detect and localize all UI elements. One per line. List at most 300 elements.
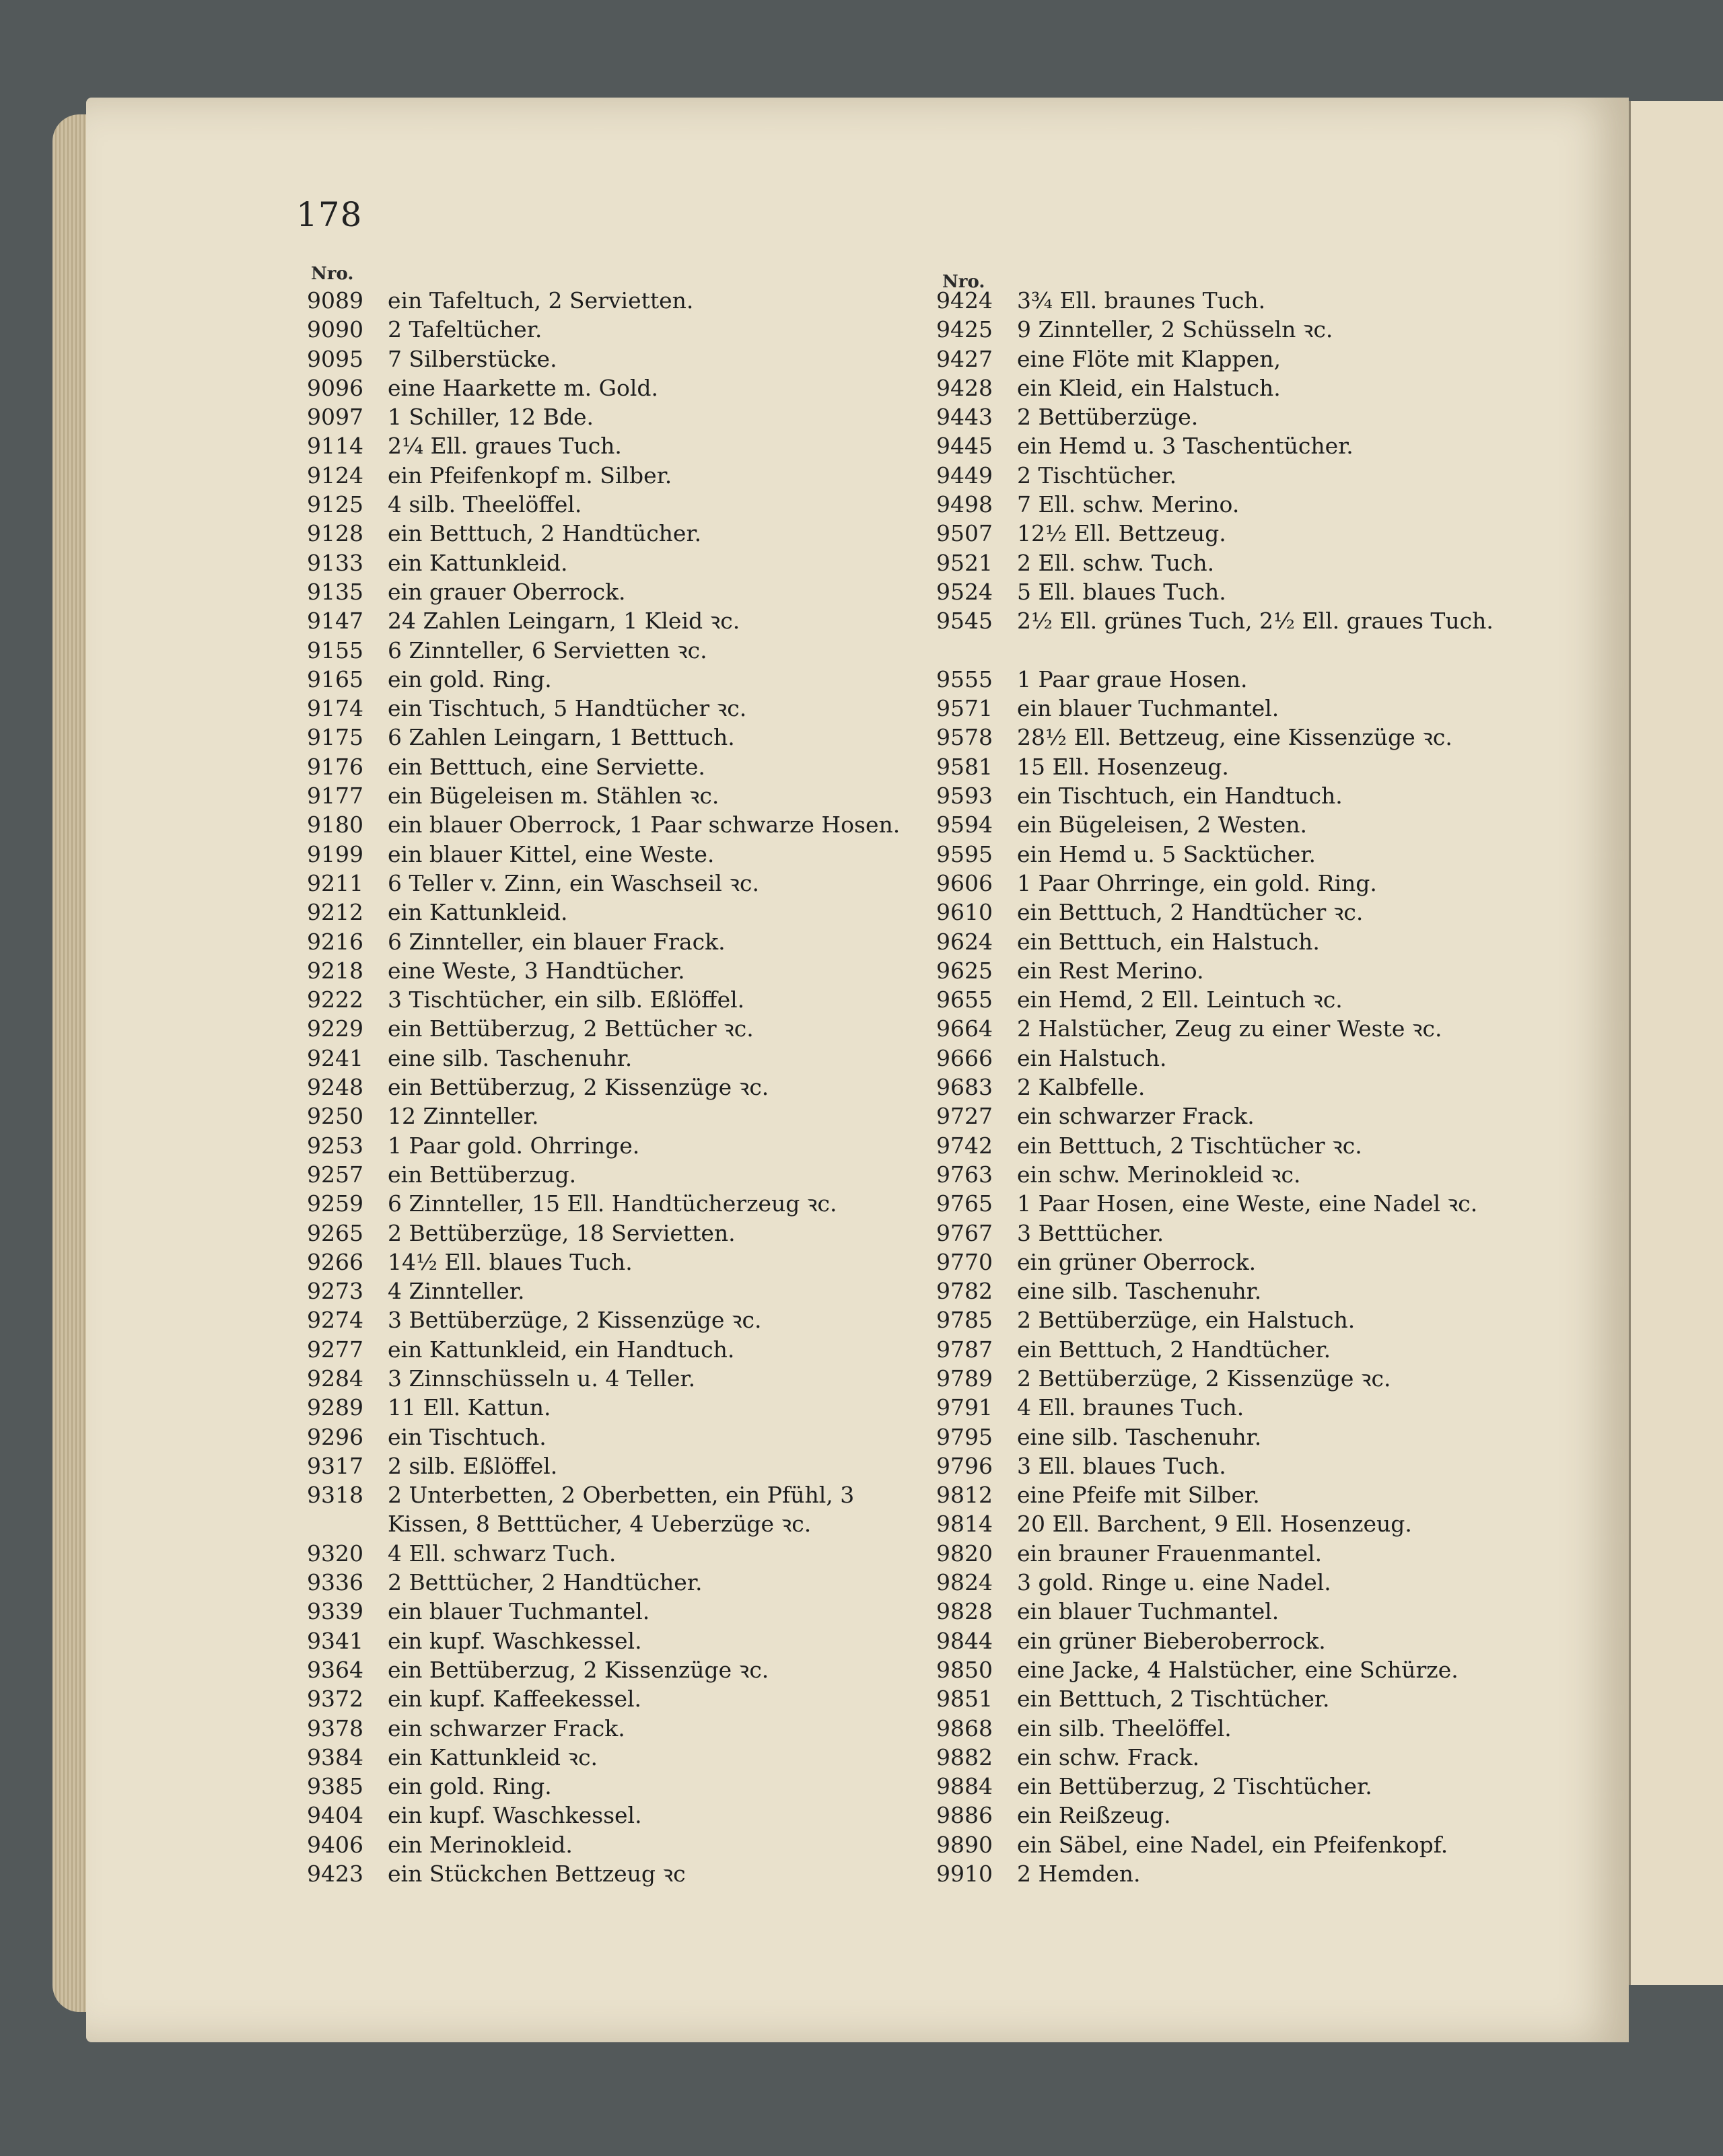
entry-description: ein blauer Kittel, eine Weste. bbox=[388, 840, 715, 867]
entry-number: 9406 bbox=[307, 1831, 363, 1858]
entry-number: 9606 bbox=[936, 869, 993, 896]
list-item bbox=[269, 869, 909, 898]
entry-number: 9765 bbox=[936, 1190, 993, 1217]
entry-description: 12 Zinnteller. bbox=[388, 1103, 539, 1130]
entry-number: 9114 bbox=[307, 433, 363, 460]
entry-number: 9090 bbox=[307, 316, 363, 343]
entry-number: 9655 bbox=[936, 986, 993, 1013]
entry-number: 9097 bbox=[307, 404, 363, 431]
list-item bbox=[269, 723, 909, 752]
entry-description: 2 Halstücher, Zeug zu einer Weste ꝛc. bbox=[1017, 1015, 1442, 1042]
entry-description: ein Reißzeug. bbox=[1017, 1802, 1171, 1829]
entry-description: ein Betttuch, 2 Tischtücher ꝛc. bbox=[1017, 1132, 1362, 1159]
list-item bbox=[269, 431, 909, 460]
entry-description: 3 gold. Ringe u. eine Nadel. bbox=[1017, 1569, 1331, 1596]
entry-number: 9427 bbox=[936, 345, 993, 372]
list-item bbox=[269, 636, 909, 665]
entry-number: 9318 bbox=[307, 1482, 363, 1509]
list-item bbox=[269, 1305, 909, 1334]
entry-number: 9372 bbox=[307, 1686, 363, 1713]
list-item bbox=[269, 1801, 909, 1830]
entry-description: 1 Paar gold. Ohrringe. bbox=[388, 1132, 640, 1159]
entry-number: 9445 bbox=[936, 433, 993, 460]
list-item bbox=[899, 345, 1545, 373]
entry-number: 9211 bbox=[307, 869, 363, 896]
entry-description: ein Kleid, ein Halstuch. bbox=[1017, 374, 1281, 401]
entry-number: 9796 bbox=[936, 1452, 993, 1479]
list-item bbox=[899, 1131, 1545, 1160]
entry-description: 1 Paar Hosen, eine Weste, eine Nadel ꝛc. bbox=[1017, 1190, 1478, 1217]
entry-description: 2 Bettüberzüge. bbox=[1017, 404, 1199, 431]
list-item bbox=[899, 402, 1545, 431]
list-item bbox=[899, 665, 1545, 694]
entry-number: 9795 bbox=[936, 1423, 993, 1450]
entry-number: 9742 bbox=[936, 1132, 993, 1159]
entry-description: 28½ Ell. Bettzeug, eine Kissenzüge ꝛc. bbox=[1017, 724, 1452, 751]
list-item bbox=[899, 1568, 1545, 1597]
entry-description: ein schw. Merinokleid ꝛc. bbox=[1017, 1161, 1301, 1188]
entry-number: 9124 bbox=[307, 462, 363, 489]
entry-number: 9165 bbox=[307, 666, 363, 692]
entry-description: 1 Paar graue Hosen. bbox=[1017, 666, 1248, 692]
list-item bbox=[269, 1480, 909, 1539]
entry-number: 9791 bbox=[936, 1394, 993, 1421]
list-item bbox=[899, 1859, 1545, 1888]
list-item bbox=[899, 1044, 1545, 1073]
list-item bbox=[899, 1684, 1545, 1713]
entry-description: 2 Hemden. bbox=[1017, 1861, 1141, 1888]
entry-description: 3¾ Ell. braunes Tuch. bbox=[1017, 287, 1266, 314]
entry-description: ein blauer Tuchmantel. bbox=[1017, 1598, 1279, 1625]
entry-description: ein Merinokleid. bbox=[388, 1831, 573, 1858]
entry-description: eine Flöte mit Klappen, bbox=[1017, 345, 1281, 372]
entry-number: 9787 bbox=[936, 1336, 993, 1363]
entry-number: 9910 bbox=[936, 1861, 993, 1888]
entry-number: 9850 bbox=[936, 1656, 993, 1683]
entry-number: 9767 bbox=[936, 1219, 993, 1246]
list-item bbox=[269, 577, 909, 606]
entry-description: eine silb. Taschenuhr. bbox=[388, 1044, 633, 1071]
entry-description: ein gold. Ring. bbox=[388, 1773, 552, 1800]
list-item bbox=[899, 490, 1545, 519]
entry-description: ein gold. Ring. bbox=[388, 666, 552, 692]
list-item bbox=[269, 1859, 909, 1888]
entry-number: 9336 bbox=[307, 1569, 363, 1596]
list-item bbox=[899, 752, 1545, 781]
list-item bbox=[899, 1743, 1545, 1772]
entry-number: 9180 bbox=[307, 812, 363, 838]
list-item bbox=[899, 781, 1545, 810]
entry-description: 2 Kalbfelle. bbox=[1017, 1074, 1146, 1101]
entry-description: ein schw. Frack. bbox=[1017, 1744, 1200, 1770]
entry-number: 9277 bbox=[307, 1336, 363, 1363]
entry-description: ein Betttuch, 2 Handtücher ꝛc. bbox=[1017, 899, 1364, 926]
entry-number: 9683 bbox=[936, 1074, 993, 1101]
entry-number: 9259 bbox=[307, 1190, 363, 1217]
entry-number: 9785 bbox=[936, 1307, 993, 1334]
entry-description: ein schwarzer Frack. bbox=[1017, 1103, 1255, 1130]
list-item bbox=[899, 1305, 1545, 1334]
entry-description: ein kupf. Waschkessel. bbox=[388, 1627, 642, 1654]
entry-number: 9095 bbox=[307, 345, 363, 372]
entry-description: 15 Ell. Hosenzeug. bbox=[1017, 753, 1229, 780]
entry-description: 1 Paar Ohrringe, ein gold. Ring. bbox=[1017, 869, 1377, 896]
entry-description: eine Jacke, 4 Halstücher, eine Schürze. bbox=[1017, 1656, 1458, 1683]
entry-number: 9581 bbox=[936, 753, 993, 780]
entry-number: 9176 bbox=[307, 753, 363, 780]
right-column bbox=[899, 286, 1545, 1888]
entry-number: 9578 bbox=[936, 724, 993, 751]
entry-number: 9789 bbox=[936, 1365, 993, 1392]
entry-number: 9610 bbox=[936, 899, 993, 926]
entry-description: 6 Teller v. Zinn, ein Waschseil ꝛc. bbox=[388, 869, 759, 896]
list-item bbox=[899, 1801, 1545, 1830]
list-item bbox=[269, 345, 909, 373]
list-item bbox=[899, 810, 1545, 839]
entry-number: 9257 bbox=[307, 1161, 363, 1188]
list-item bbox=[269, 927, 909, 956]
list-item bbox=[269, 519, 909, 548]
entry-description: ein Tischtuch, 5 Handtücher ꝛc. bbox=[388, 695, 747, 722]
entry-number: 9218 bbox=[307, 957, 363, 984]
entry-number: 9890 bbox=[936, 1831, 993, 1858]
list-item bbox=[899, 869, 1545, 898]
list-item bbox=[899, 1102, 1545, 1130]
list-item bbox=[899, 461, 1545, 490]
adjacent-page bbox=[1629, 101, 1723, 1985]
entry-number: 9296 bbox=[307, 1423, 363, 1450]
entry-description: eine silb. Taschenuhr. bbox=[1017, 1278, 1262, 1305]
list-item bbox=[269, 1335, 909, 1364]
entry-number: 9423 bbox=[307, 1861, 363, 1888]
entry-number: 9868 bbox=[936, 1715, 993, 1741]
entry-description: ein Pfeifenkopf m. Silber. bbox=[388, 462, 672, 489]
entry-number: 9273 bbox=[307, 1278, 363, 1305]
entry-number: 9248 bbox=[307, 1074, 363, 1101]
list-item bbox=[899, 723, 1545, 752]
entry-number: 9384 bbox=[307, 1744, 363, 1770]
entry-description: ein Bettüberzug, 2 Kissenzüge ꝛc. bbox=[388, 1656, 769, 1683]
list-item bbox=[269, 1131, 909, 1160]
entry-number: 9555 bbox=[936, 666, 993, 692]
entry-number: 9727 bbox=[936, 1103, 993, 1130]
list-item bbox=[899, 1277, 1545, 1305]
list-item bbox=[269, 1568, 909, 1597]
list-item bbox=[899, 1073, 1545, 1102]
list-item bbox=[899, 1364, 1545, 1393]
list-item bbox=[269, 1393, 909, 1422]
entry-number: 9135 bbox=[307, 578, 363, 605]
list-item bbox=[899, 1248, 1545, 1277]
list-item bbox=[269, 1626, 909, 1655]
entry-description: ein Betttuch, ein Halstuch. bbox=[1017, 928, 1320, 955]
entry-description: 5 Ell. blaues Tuch. bbox=[1017, 578, 1226, 605]
entry-description: 7 Silberstücke. bbox=[388, 345, 557, 372]
list-item bbox=[269, 1451, 909, 1480]
entry-description: 4 Ell. braunes Tuch. bbox=[1017, 1394, 1244, 1421]
list-item bbox=[899, 985, 1545, 1014]
list-item bbox=[269, 1597, 909, 1626]
list-item bbox=[269, 1014, 909, 1043]
entry-description: 2 Betttücher, 2 Handtücher. bbox=[388, 1569, 703, 1596]
entry-number: 9229 bbox=[307, 1015, 363, 1042]
entry-description: ein Bügeleisen m. Stählen ꝛc. bbox=[388, 783, 719, 810]
entry-description: 3 Tischtücher, ein silb. Eßlöffel. bbox=[388, 986, 745, 1013]
list-item bbox=[269, 1714, 909, 1743]
list-item bbox=[899, 286, 1545, 315]
list-item bbox=[269, 1364, 909, 1393]
entry-description: 14½ Ell. blaues Tuch. bbox=[388, 1248, 633, 1275]
entry-number: 9265 bbox=[307, 1219, 363, 1246]
entry-description: ein Kattunkleid ꝛc. bbox=[388, 1744, 598, 1770]
entry-description: ein Tischtuch. bbox=[388, 1423, 547, 1450]
list-item bbox=[269, 898, 909, 927]
entry-description: 20 Ell. Barchent, 9 Ell. Hosenzeug. bbox=[1017, 1511, 1412, 1538]
list-item bbox=[269, 1655, 909, 1684]
list-item bbox=[269, 752, 909, 781]
entry-number: 9812 bbox=[936, 1482, 993, 1509]
entry-description: ein blauer Oberrock, 1 Paar schwarze Hosen. bbox=[388, 812, 901, 838]
entry-description: ein schwarzer Frack. bbox=[388, 1715, 625, 1741]
entry-number: 9824 bbox=[936, 1569, 993, 1596]
list-item bbox=[899, 1335, 1545, 1364]
entry-number: 9782 bbox=[936, 1278, 993, 1305]
entry-number: 9241 bbox=[307, 1044, 363, 1071]
list-item bbox=[899, 1480, 1545, 1509]
entry-number: 9814 bbox=[936, 1511, 993, 1538]
list-item bbox=[899, 1714, 1545, 1743]
entry-number: 9125 bbox=[307, 491, 363, 518]
entry-description: ein Halstuch. bbox=[1017, 1044, 1167, 1071]
entry-number: 9364 bbox=[307, 1656, 363, 1683]
entry-description: 11 Ell. Kattun. bbox=[388, 1394, 551, 1421]
entry-description: ein Hemd, 2 Ell. Leintuch ꝛc. bbox=[1017, 986, 1343, 1013]
entry-number: 9594 bbox=[936, 812, 993, 838]
list-item bbox=[269, 840, 909, 869]
list-item bbox=[269, 373, 909, 402]
entry-number: 9174 bbox=[307, 695, 363, 722]
list-item bbox=[899, 1393, 1545, 1422]
page-number: 178 bbox=[296, 195, 363, 234]
list-item bbox=[899, 1451, 1545, 1480]
entry-description: ein Bettüberzug, 2 Bettücher ꝛc. bbox=[388, 1015, 754, 1042]
entry-description: 3 Bettüberzüge, 2 Kissenzüge ꝛc. bbox=[388, 1307, 762, 1334]
entry-number: 9828 bbox=[936, 1598, 993, 1625]
entry-number: 9593 bbox=[936, 783, 993, 810]
entry-number: 9199 bbox=[307, 840, 363, 867]
entry-number: 9664 bbox=[936, 1015, 993, 1042]
entry-description: 6 Zahlen Leingarn, 1 Betttuch. bbox=[388, 724, 735, 751]
list-item bbox=[899, 927, 1545, 956]
entry-number: 9320 bbox=[307, 1540, 363, 1567]
list-item bbox=[269, 1684, 909, 1713]
list-item bbox=[899, 577, 1545, 606]
list-item bbox=[899, 694, 1545, 723]
list-item bbox=[269, 1248, 909, 1277]
list-item bbox=[899, 1160, 1545, 1189]
entry-number: 9378 bbox=[307, 1715, 363, 1741]
entry-description: 2 Tischtücher. bbox=[1017, 462, 1177, 489]
entry-number: 9886 bbox=[936, 1802, 993, 1829]
list-item bbox=[269, 1102, 909, 1130]
entry-number: 9385 bbox=[307, 1773, 363, 1800]
list-item bbox=[269, 985, 909, 1014]
entry-description: ein kupf. Kaffeekessel. bbox=[388, 1686, 642, 1713]
list-item bbox=[269, 1539, 909, 1568]
list-item bbox=[899, 548, 1545, 577]
entry-number: 9341 bbox=[307, 1627, 363, 1654]
entry-number: 9424 bbox=[936, 287, 993, 314]
list-item bbox=[269, 694, 909, 723]
list-item bbox=[899, 840, 1545, 869]
entry-description: 12½ Ell. Bettzeug. bbox=[1017, 520, 1226, 547]
entry-description: ein Bettüberzug, 2 Tischtücher. bbox=[1017, 1773, 1372, 1800]
entry-description: 6 Zinnteller, 6 Servietten ꝛc. bbox=[388, 637, 707, 663]
entry-number: 9571 bbox=[936, 695, 993, 722]
entry-description: ein Hemd u. 3 Taschentücher. bbox=[1017, 433, 1353, 460]
entry-number: 9545 bbox=[936, 608, 993, 635]
list-item bbox=[899, 1655, 1545, 1684]
entry-description: 4 Zinnteller. bbox=[388, 1278, 525, 1305]
list-item bbox=[269, 1160, 909, 1189]
entry-number: 9096 bbox=[307, 374, 363, 401]
entry-description: ein Hemd u. 5 Sacktücher. bbox=[1017, 840, 1316, 867]
entry-description: ein Tafeltuch, 2 Servietten. bbox=[388, 287, 694, 314]
entry-description: ein Betttuch, eine Serviette. bbox=[388, 753, 705, 780]
list-item bbox=[269, 1219, 909, 1248]
list-item bbox=[899, 1539, 1545, 1568]
list-item bbox=[899, 1772, 1545, 1801]
entry-description: ein Betttuch, 2 Handtücher. bbox=[1017, 1336, 1331, 1363]
entry-description: ein grauer Oberrock. bbox=[388, 578, 626, 605]
entry-number: 9507 bbox=[936, 520, 993, 547]
list-item bbox=[269, 1189, 909, 1218]
entry-number: 9177 bbox=[307, 783, 363, 810]
entry-number: 9274 bbox=[307, 1307, 363, 1334]
entry-number: 9524 bbox=[936, 578, 993, 605]
entry-description: 3 Zinnschüsseln u. 4 Teller. bbox=[388, 1365, 696, 1392]
list-item bbox=[899, 1830, 1545, 1859]
entry-number: 9133 bbox=[307, 549, 363, 576]
entry-description: ein Kattunkleid. bbox=[388, 899, 568, 926]
entry-number: 9844 bbox=[936, 1627, 993, 1654]
list-item bbox=[899, 431, 1545, 460]
entry-description: ein Bettüberzug, 2 Kissenzüge ꝛc. bbox=[388, 1074, 769, 1101]
entry-description: 4 silb. Theelöffel. bbox=[388, 491, 582, 518]
list-item bbox=[899, 1626, 1545, 1655]
entry-number: 9147 bbox=[307, 608, 363, 635]
entry-number: 9175 bbox=[307, 724, 363, 751]
entry-number: 9128 bbox=[307, 520, 363, 547]
entry-number: 9404 bbox=[307, 1802, 363, 1829]
entry-description: 1 Schiller, 12 Bde. bbox=[388, 404, 594, 431]
list-item bbox=[269, 315, 909, 344]
entry-number: 9253 bbox=[307, 1132, 363, 1159]
nro-header-left: Nro. bbox=[311, 264, 354, 284]
list-item bbox=[899, 956, 1545, 985]
entry-description: ein Kattunkleid. bbox=[388, 549, 568, 576]
entry-number: 9770 bbox=[936, 1248, 993, 1275]
entry-number: 9266 bbox=[307, 1248, 363, 1275]
entry-number: 9498 bbox=[936, 491, 993, 518]
list-item bbox=[899, 373, 1545, 402]
entry-description: eine Weste, 3 Handtücher. bbox=[388, 957, 685, 984]
list-item bbox=[269, 1073, 909, 1102]
entry-number: 9284 bbox=[307, 1365, 363, 1392]
list-item bbox=[899, 1219, 1545, 1248]
entry-number: 9428 bbox=[936, 374, 993, 401]
entry-description: ein kupf. Waschkessel. bbox=[388, 1802, 642, 1829]
entry-description: 2 Bettüberzüge, ein Halstuch. bbox=[1017, 1307, 1356, 1334]
entry-number: 9851 bbox=[936, 1686, 993, 1713]
entry-number: 9212 bbox=[307, 899, 363, 926]
entry-description: 2 Unterbetten, 2 Oberbetten, ein Pfühl, 3 Kissen, 8 Betttücher, 4 Ueberzüge ꝛc. bbox=[388, 1482, 855, 1538]
entry-number: 9763 bbox=[936, 1161, 993, 1188]
entry-description: 2 silb. Eßlöffel. bbox=[388, 1452, 558, 1479]
entry-description: 24 Zahlen Leingarn, 1 Kleid ꝛc. bbox=[388, 608, 740, 635]
entry-number: 9089 bbox=[307, 287, 363, 314]
list-item bbox=[899, 1189, 1545, 1218]
entry-description: ein Tischtuch, ein Handtuch. bbox=[1017, 783, 1343, 810]
entry-description: ein Betttuch, 2 Handtücher. bbox=[388, 520, 702, 547]
entry-description: 4 Ell. schwarz Tuch. bbox=[388, 1540, 617, 1567]
entry-description: 3 Betttücher. bbox=[1017, 1219, 1164, 1246]
entry-description: eine Pfeife mit Silber. bbox=[1017, 1482, 1260, 1509]
list-item bbox=[269, 810, 909, 839]
list-item bbox=[899, 315, 1545, 344]
entry-description: 2½ Ell. grünes Tuch, 2½ Ell. graues Tuch. bbox=[1017, 608, 1493, 635]
entry-number: 9882 bbox=[936, 1744, 993, 1770]
entry-description: ein blauer Tuchmantel. bbox=[1017, 695, 1279, 722]
list-item bbox=[269, 548, 909, 577]
entry-description: ein blauer Tuchmantel. bbox=[388, 1598, 650, 1625]
list-item bbox=[269, 1044, 909, 1073]
list-item bbox=[269, 1277, 909, 1305]
entry-number: 9521 bbox=[936, 549, 993, 576]
list-item bbox=[269, 1423, 909, 1451]
list-item bbox=[269, 461, 909, 490]
entry-description: 2 Ell. schw. Tuch. bbox=[1017, 549, 1215, 576]
entry-description: ein Bügeleisen, 2 Westen. bbox=[1017, 812, 1308, 838]
entry-description: ein silb. Theelöffel. bbox=[1017, 1715, 1232, 1741]
entry-description: 2 Tafeltücher. bbox=[388, 316, 542, 343]
left-column bbox=[269, 286, 909, 1888]
entry-number: 9289 bbox=[307, 1394, 363, 1421]
entry-number: 9449 bbox=[936, 462, 993, 489]
list-item bbox=[899, 519, 1545, 548]
entry-description: 2 Bettüberzüge, 2 Kissenzüge ꝛc. bbox=[1017, 1365, 1391, 1392]
entry-description: ein grüner Oberrock. bbox=[1017, 1248, 1257, 1275]
entry-description: 3 Ell. blaues Tuch. bbox=[1017, 1452, 1226, 1479]
entry-description: ein grüner Bieberoberrock. bbox=[1017, 1627, 1326, 1654]
list-item bbox=[899, 1509, 1545, 1538]
entry-number: 9666 bbox=[936, 1044, 993, 1071]
list-item bbox=[269, 956, 909, 985]
entry-number: 9317 bbox=[307, 1452, 363, 1479]
entry-description: 6 Zinnteller, ein blauer Frack. bbox=[388, 928, 726, 955]
list-item bbox=[899, 606, 1545, 665]
entry-number: 9425 bbox=[936, 316, 993, 343]
entry-number: 9443 bbox=[936, 404, 993, 431]
list-item bbox=[269, 490, 909, 519]
entry-description: 6 Zinnteller, 15 Ell. Handtücherzeug ꝛc. bbox=[388, 1190, 837, 1217]
entry-number: 9222 bbox=[307, 986, 363, 1013]
list-item bbox=[269, 665, 909, 694]
list-item bbox=[269, 1830, 909, 1859]
entry-number: 9339 bbox=[307, 1598, 363, 1625]
entry-number: 9216 bbox=[307, 928, 363, 955]
list-item bbox=[899, 1597, 1545, 1626]
